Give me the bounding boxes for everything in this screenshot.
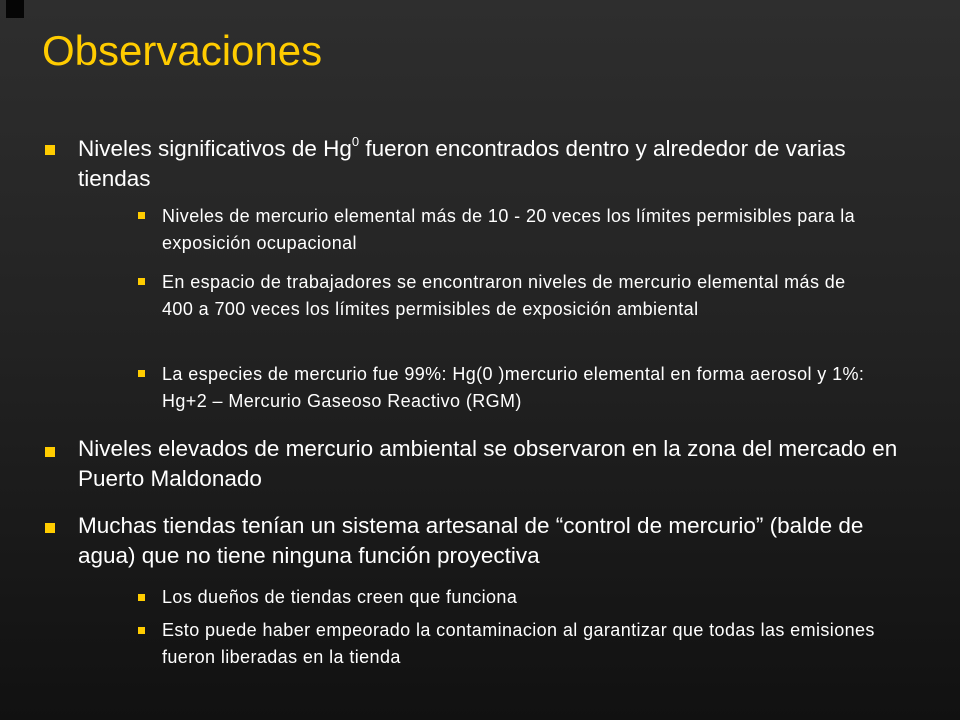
- sub-bullet-square-icon: [138, 212, 145, 219]
- bullet-hg-levels-text-rest: fueron encontrados dentro y alrededor de varias tiendas: [78, 136, 846, 191]
- bullet-hg-levels: [78, 134, 918, 194]
- sub-bullet-mercury-species: La especies de mercurio fue 99%: Hg(0 )mercurio elemental en forma aerosol y 1%: Hg+2 – Mercurio Gaseoso Reactivo (RGM): [162, 364, 865, 411]
- sub-bullet-owners-believe: Los dueños de tiendas creen que funciona: [162, 587, 518, 607]
- sub-bullet-occupational-limits: Niveles de mercurio elemental más de 10 - 20 veces los límites permisibles para la exposición ocupacional: [162, 206, 856, 253]
- bullet-square-icon: [45, 145, 55, 155]
- sub-bullet-square-icon: [138, 370, 145, 377]
- sub-bullet-square-icon: [138, 594, 145, 601]
- sub-bullet-square-icon: [138, 627, 145, 634]
- bullet-square-icon: [45, 447, 55, 457]
- bullet-artisanal-control: Muchas tiendas tenían un sistema artesanal de “control de mercurio” (balde de agua) que no tiene ninguna función proyectiva: [78, 513, 864, 568]
- sub-bullet-contamination-worse: Esto puede haber empeorado la contaminacion al garantizar que todas las emisiones fueron liberadas en la tienda: [162, 620, 875, 667]
- slide-title: Observaciones: [42, 27, 323, 74]
- bullet-ambient-mercury: Niveles elevados de mercurio ambiental se observaron en la zona del mercado en Puerto Maldonado: [78, 436, 898, 491]
- bullet-square-icon: [45, 523, 55, 533]
- bullet-hg-levels-text: Niveles significativos de Hg: [78, 136, 352, 161]
- superscript-zero: 0: [351, 133, 360, 149]
- sub-bullet-worker-space: En espacio de trabajadores se encontraron niveles de mercurio elemental más de 400 a 700 veces los límites permisibles de exposición ambiental: [162, 272, 846, 319]
- sub-bullet-square-icon: [138, 278, 145, 285]
